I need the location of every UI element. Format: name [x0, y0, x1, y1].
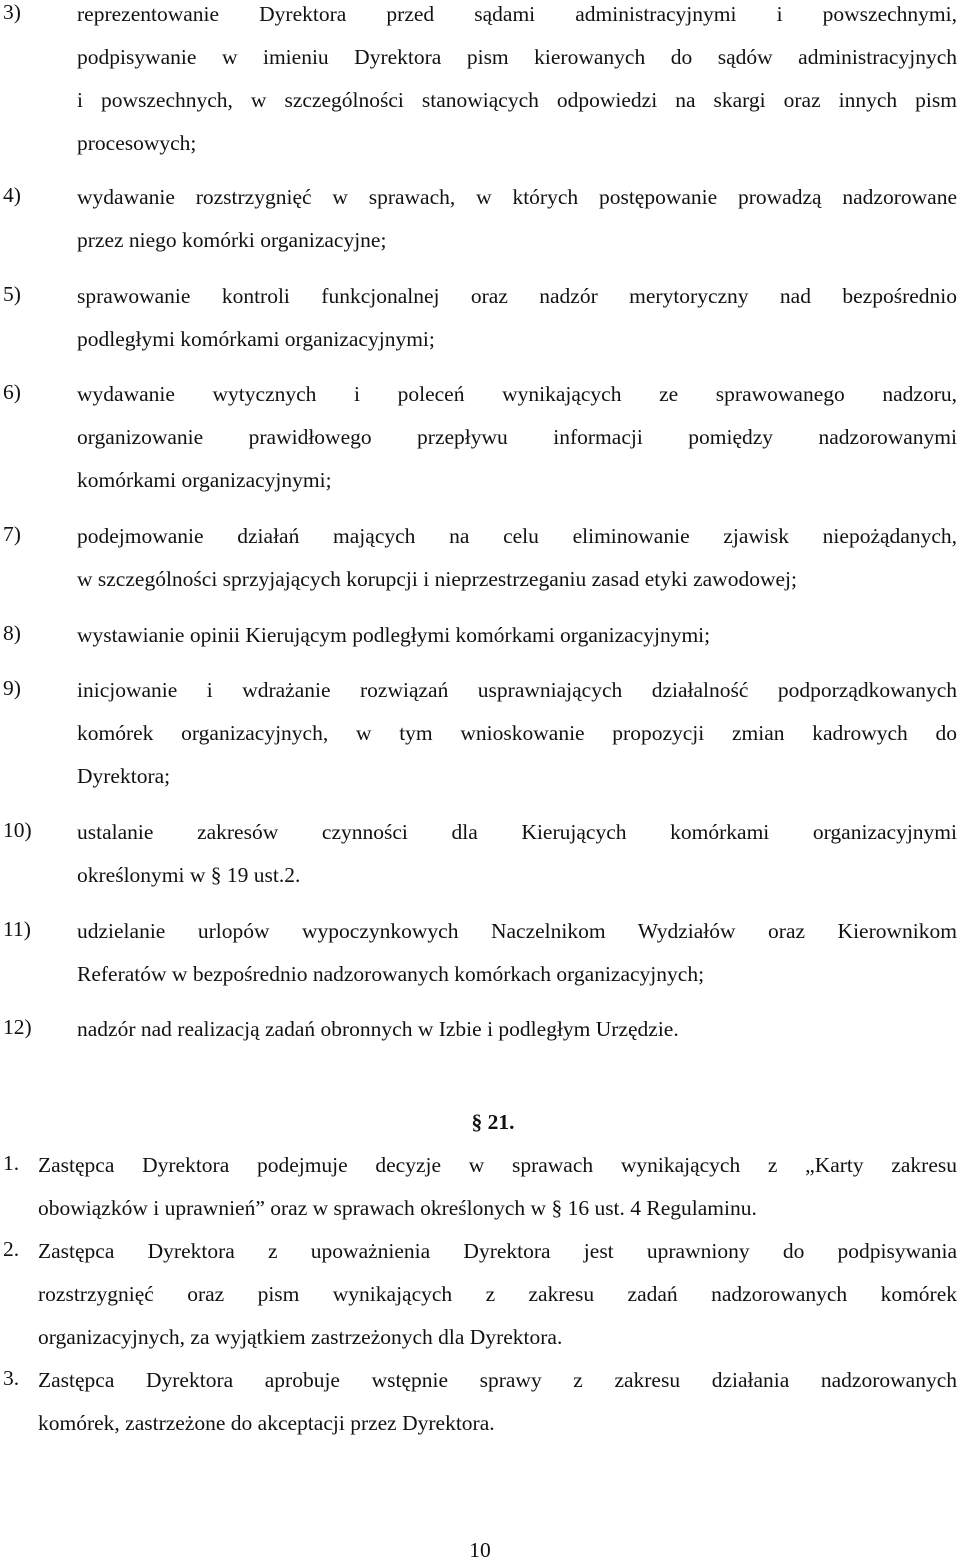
text-line: Zastępca Dyrektora podejmuje decyzje w sprawach wynikających z „Karty zakresu — [38, 1153, 957, 1177]
list-item-number: 3) — [3, 0, 21, 24]
text-line: i powszechnych, w szczególności stanowiących odpowiedzi na skargi oraz innych pism — [77, 88, 957, 112]
text-line: organizowanie prawidłowego przepływu informacji pomiędzy nadzorowanymi — [77, 425, 957, 449]
list-item-text — [77, 0, 957, 172]
list-item-text — [77, 917, 957, 1003]
text-line: organizacyjnych, za wyjątkiem zastrzeżonych dla Dyrektora. — [38, 1325, 563, 1349]
text-line: podejmowanie działań mających na celu eliminowanie zjawisk niepożądanych, — [77, 524, 957, 548]
text-line: obowiązków i uprawnień” oraz w sprawach określonych w § 16 ust. 4 Regulaminu. — [38, 1196, 757, 1220]
text-line: przez niego komórki organizacyjne; — [77, 228, 387, 252]
paragraph-number: 3. — [3, 1366, 20, 1390]
paragraph-text — [38, 1366, 957, 1452]
list-item-text — [77, 183, 957, 269]
list-item-number: 5) — [3, 282, 21, 306]
text-line: podległymi komórkami organizacyjnymi; — [77, 327, 435, 351]
text-line: komórek, zastrzeżone do akceptacji przez Dyrektora. — [38, 1411, 495, 1435]
section-heading-text: § 21. — [471, 1110, 515, 1134]
text-line: komórkami organizacyjnymi; — [77, 468, 332, 492]
list-item-text — [77, 676, 957, 805]
text-line: w szczególności sprzyjających korupcji i nieprzestrzeganiu zasad etyki zawodowej; — [77, 567, 797, 591]
page-number: 10 — [469, 1538, 491, 1562]
paragraph-text — [38, 1151, 957, 1237]
list-item-number: 7) — [3, 522, 21, 546]
list-item-text — [77, 522, 957, 608]
list-item-text — [77, 621, 957, 664]
list-item-text — [77, 1015, 957, 1058]
list-item-number: 4) — [3, 183, 21, 207]
text-line: wystawianie opinii Kierującym podległymi komórkami organizacyjnymi; — [77, 623, 711, 647]
list-item-number: 8) — [3, 621, 21, 645]
list-item-number: 12) — [3, 1015, 32, 1039]
text-line: Dyrektora; — [77, 764, 171, 788]
text-line: wydawanie rozstrzygnięć w sprawach, w których postępowanie prowadzą nadzorowane — [77, 185, 957, 209]
text-line: ustalanie zakresów czynności dla Kierujących komórkami organizacyjnymi — [77, 820, 957, 844]
text-line: rozstrzygnięć oraz pism wynikających z zakresu zadań nadzorowanych komórek — [38, 1282, 957, 1306]
list-item-number: 9) — [3, 676, 21, 700]
paragraph-number: 1. — [3, 1151, 20, 1175]
list-item-number: 6) — [3, 380, 21, 404]
list-item-text — [77, 380, 957, 509]
text-line: procesowych; — [77, 131, 197, 155]
text-line: reprezentowanie Dyrektora przed sądami administracyjnymi i powszechnymi, — [77, 2, 957, 26]
text-line: sprawowanie kontroli funkcjonalnej oraz nadzór merytoryczny nad bezpośrednio — [77, 284, 957, 308]
text-line: wydawanie wytycznych i poleceń wynikających ze sprawowanego nadzoru, — [77, 382, 957, 406]
text-line: komórek organizacyjnych, w tym wnioskowanie propozycji zmian kadrowych do — [77, 721, 957, 745]
text-line: inicjowanie i wdrażanie rozwiązań usprawniających działalność podporządkowanych — [77, 678, 957, 702]
paragraph-text — [38, 1237, 957, 1366]
list-item-text — [77, 818, 957, 904]
list-item-number: 10) — [3, 818, 32, 842]
text-line: Zastępca Dyrektora aprobuje wstępnie sprawy z zakresu działania nadzorowanych — [38, 1368, 957, 1392]
text-line: Referatów w bezpośrednio nadzorowanych komórkach organizacyjnych; — [77, 962, 705, 986]
text-line: podpisywanie w imieniu Dyrektora pism kierowanych do sądów administracyjnych — [77, 45, 957, 69]
list-item-number: 11) — [3, 917, 31, 941]
text-line: Zastępca Dyrektora z upoważnienia Dyrektora jest uprawniony do podpisywania — [38, 1239, 957, 1263]
paragraph-number: 2. — [3, 1237, 20, 1261]
list-item-text — [77, 282, 957, 368]
text-line: określonymi w § 19 ust.2. — [77, 863, 301, 887]
section-heading — [0, 1108, 960, 1136]
text-line: udzielanie urlopów wypoczynkowych Naczelnikom Wydziałów oraz Kierownikom — [77, 919, 957, 943]
text-line: nadzór nad realizacją zadań obronnych w Izbie i podległym Urzędzie. — [77, 1017, 679, 1041]
